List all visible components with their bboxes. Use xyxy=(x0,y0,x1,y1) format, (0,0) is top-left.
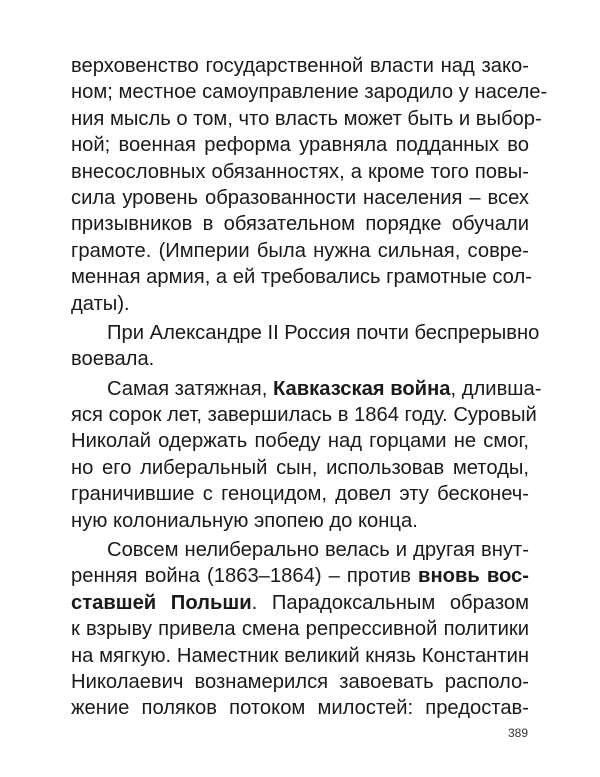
text-line: на мягкую. Наместник великий князь Константин xyxy=(71,644,529,667)
text-line: даты). xyxy=(71,292,130,315)
text-line: жение поляков потоком милостей: предостав- xyxy=(71,697,529,720)
text-line: ной; военная реформа уравняла подданных во xyxy=(71,134,529,157)
text-line: При Александре II Россия почти беспрерывно xyxy=(107,321,540,344)
text-line: менная армия, а ей требовались грамотные сол- xyxy=(71,266,532,289)
text-line: воевала. xyxy=(71,348,155,371)
text-line xyxy=(71,376,542,402)
page-number: 389 xyxy=(508,726,529,740)
text-line: граничившие с геноцидом, довел эту бесконеч- xyxy=(71,483,529,506)
text-line: Совсем нелиберально велась и другая внут- xyxy=(107,539,529,562)
paragraph-caucasian-war xyxy=(71,376,542,534)
text-line: Николаевич вознамерился завоевать располо- xyxy=(71,670,529,693)
text-line xyxy=(71,563,529,589)
paragraph-polish-uprising xyxy=(71,537,529,722)
caucasian-war-term: Кавказская война xyxy=(272,377,451,400)
text-line: яся сорок лет, завершилась в 1864 году. Суровый xyxy=(71,404,537,427)
polish-uprising-term: вновь вос- xyxy=(418,565,529,588)
polish-uprising-term: ставшей Польши xyxy=(71,591,252,614)
text-line: сила уровень образованности населения – всех xyxy=(71,186,529,209)
text-line: но его либеральный сын, использовав методы, xyxy=(71,456,529,479)
book-page-text xyxy=(71,53,548,722)
text-line: ния мысль о том, что власть может быть и выбор- xyxy=(71,107,542,130)
text-line: верховенство государственной власти над зако- xyxy=(71,55,529,77)
text-line: ную колониальную эпопею до конца. xyxy=(71,509,418,532)
text-line: призывников в обязательном порядке обучали xyxy=(71,213,529,236)
text-line xyxy=(71,590,529,616)
text-line: ном; местное самоуправление зародило у населе- xyxy=(71,81,548,104)
text-run: ренняя война (1863–1864) – против xyxy=(71,565,419,588)
text-line: Николай одержать победу над горцами не смог, xyxy=(71,430,529,453)
paragraph-wars xyxy=(71,320,540,373)
text-line: грамоте. (Империи была нужна сильная, совре- xyxy=(71,239,529,262)
text-line: внесословных обязанностях, а кроме того повы- xyxy=(71,160,529,183)
text-run: . Парадоксальным образом xyxy=(251,591,529,614)
text-line: к взрыву привела смена репрессивной политики xyxy=(71,618,529,641)
text-run: Самая затяжная, xyxy=(107,377,273,400)
paragraph-reforms xyxy=(71,53,548,317)
text-run: , длившa- xyxy=(450,377,542,400)
